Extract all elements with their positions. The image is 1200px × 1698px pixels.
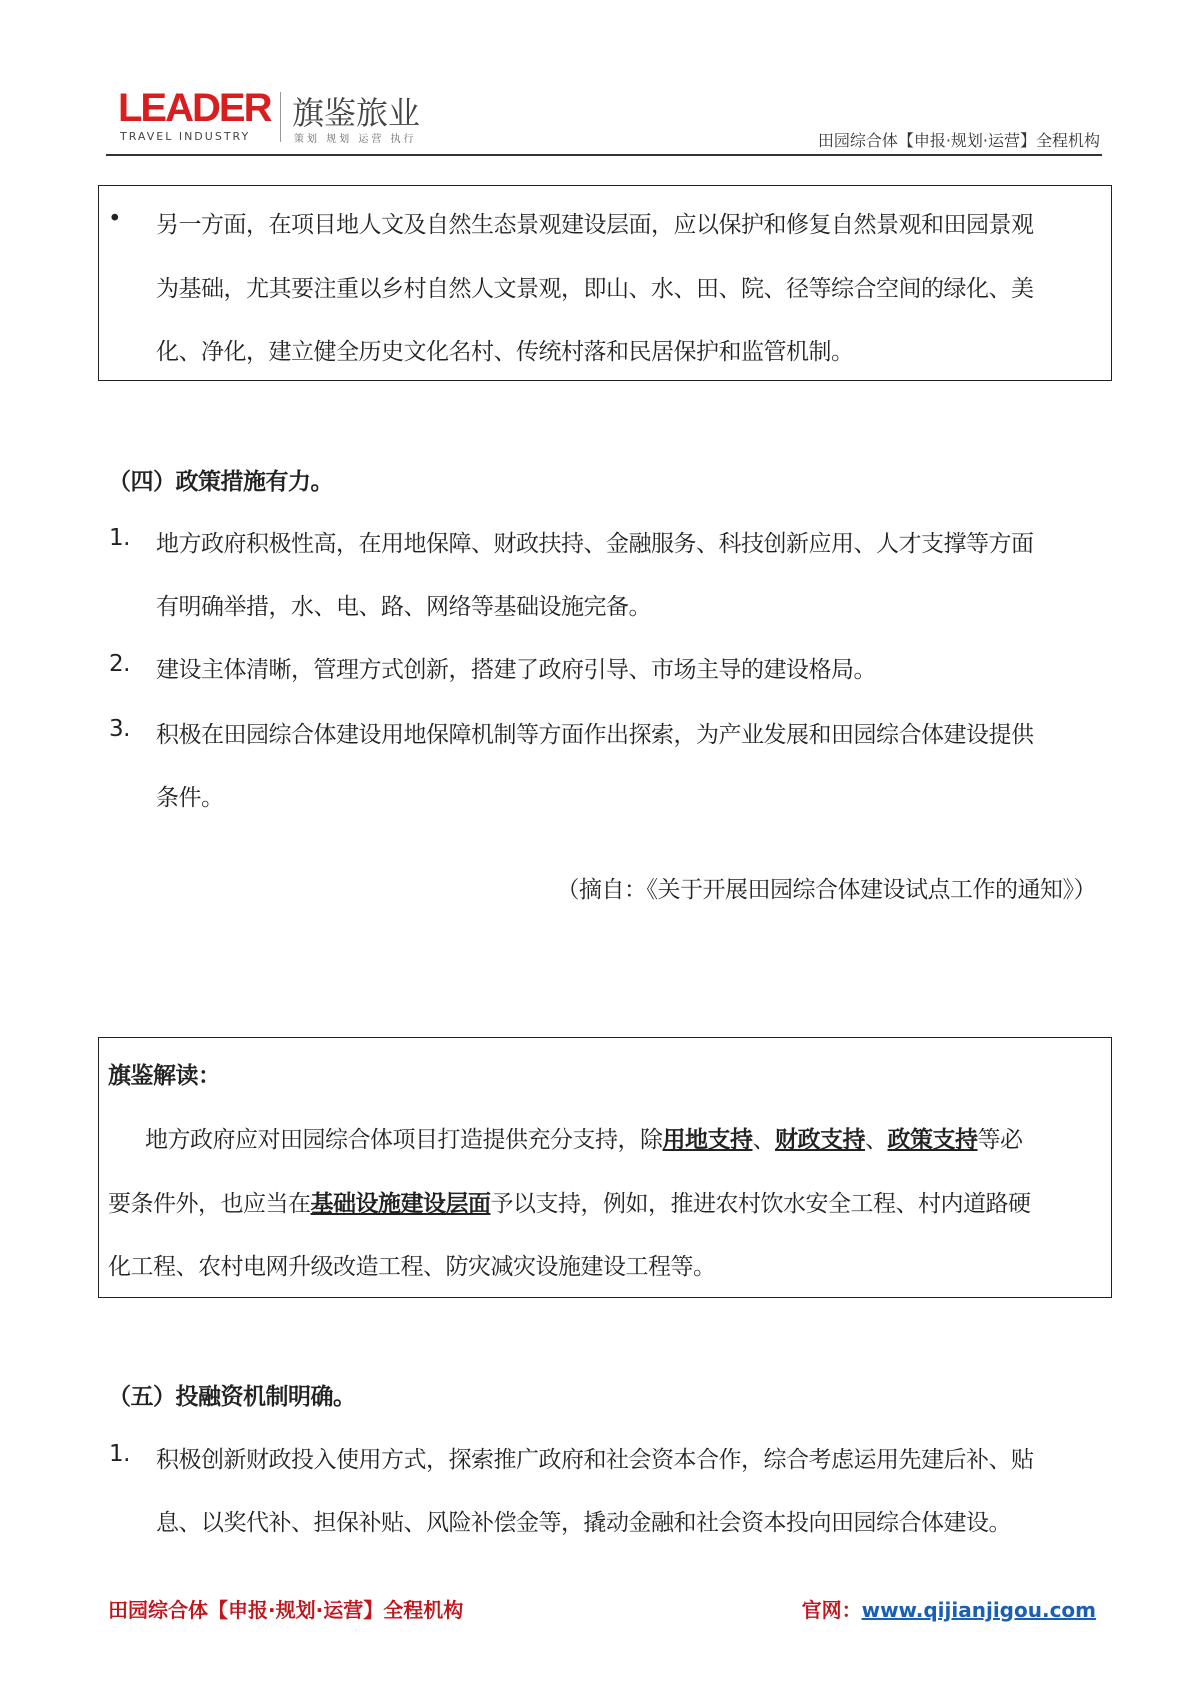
interpretation-line: 要条件外，也应当在基础设施建设层面予以支持，例如，推进农村饮水安全工程、村内道路硬 <box>108 1191 1031 1217</box>
logo-chinese-subtitle: 策划 规划 运营 执行 <box>294 134 417 145</box>
footer-tagline: 田园综合体【申报·规划·运营】全程机构 <box>108 1598 464 1622</box>
footer-website: 官网：www.qijianjigou.com <box>801 1598 1096 1622</box>
item-text: 积极在田园综合体建设用地保障机制等方面作出探索，为产业发展和田园综合体建设提供 <box>156 722 1034 748</box>
item-text: 息、以奖代补、担保补贴、风险补偿金等，撬动金融和社会资本投向田园综合体建设。 <box>156 1510 1011 1536</box>
item-number: 3. <box>109 716 130 742</box>
logo-divider <box>280 92 281 142</box>
item-text: 条件。 <box>156 785 224 811</box>
box1-line: 化、净化，建立健全历史文化名村、传统村落和民居保护和监管机制。 <box>156 339 854 365</box>
logo-subtitle: TRAVEL INDUSTRY <box>120 130 251 143</box>
section5-heading: （五）投融资机制明确。 <box>108 1384 356 1410</box>
website-link[interactable]: www.qijianjigou.com <box>861 1598 1096 1622</box>
item-text: 积极创新财政投入使用方式，探索推广政府和社会资本合作，综合考虑运用先建后补、贴 <box>156 1447 1034 1473</box>
interpretation-line: 地方政府应对田园综合体项目打造提供充分支持，除用地支持、财政支持、政策支持等必 <box>145 1127 1023 1153</box>
header-tagline: 田园综合体【申报·规划·运营】全程机构 <box>817 131 1100 150</box>
box1-line: 另一方面，在项目地人文及自然生态景观建设层面，应以保护和修复自然景观和田园景观 <box>156 212 1034 238</box>
item-number: 2. <box>109 651 130 677</box>
logo-chinese: 旗鉴旅业 <box>292 94 421 132</box>
item-text: 建设主体清晰，管理方式创新，搭建了政府引导、市场主导的建设格局。 <box>156 657 876 683</box>
header-rule <box>106 154 1102 156</box>
interpretation-title: 旗鉴解读： <box>108 1063 221 1089</box>
interpretation-line: 化工程、农村电网升级改造工程、防灾减灾设施建设工程等。 <box>108 1254 716 1280</box>
leader-logo: LEADER <box>118 86 271 130</box>
source-citation: （摘自：《关于开展田园综合体建设试点工作的通知》） <box>556 877 1096 903</box>
item-number: 1. <box>109 1441 130 1467</box>
item-number: 1. <box>109 525 130 551</box>
item-text: 有明确举措，水、电、路、网络等基础设施完备。 <box>156 594 651 620</box>
item-text: 地方政府积极性高，在用地保障、财政扶持、金融服务、科技创新应用、人才支撑等方面 <box>156 531 1034 557</box>
bullet: • <box>108 206 122 232</box>
box1-line: 为基础，尤其要注重以乡村自然人文景观，即山、水、田、院、径等综合空间的绿化、美 <box>156 276 1034 302</box>
section4-heading: （四）政策措施有力。 <box>108 469 333 495</box>
